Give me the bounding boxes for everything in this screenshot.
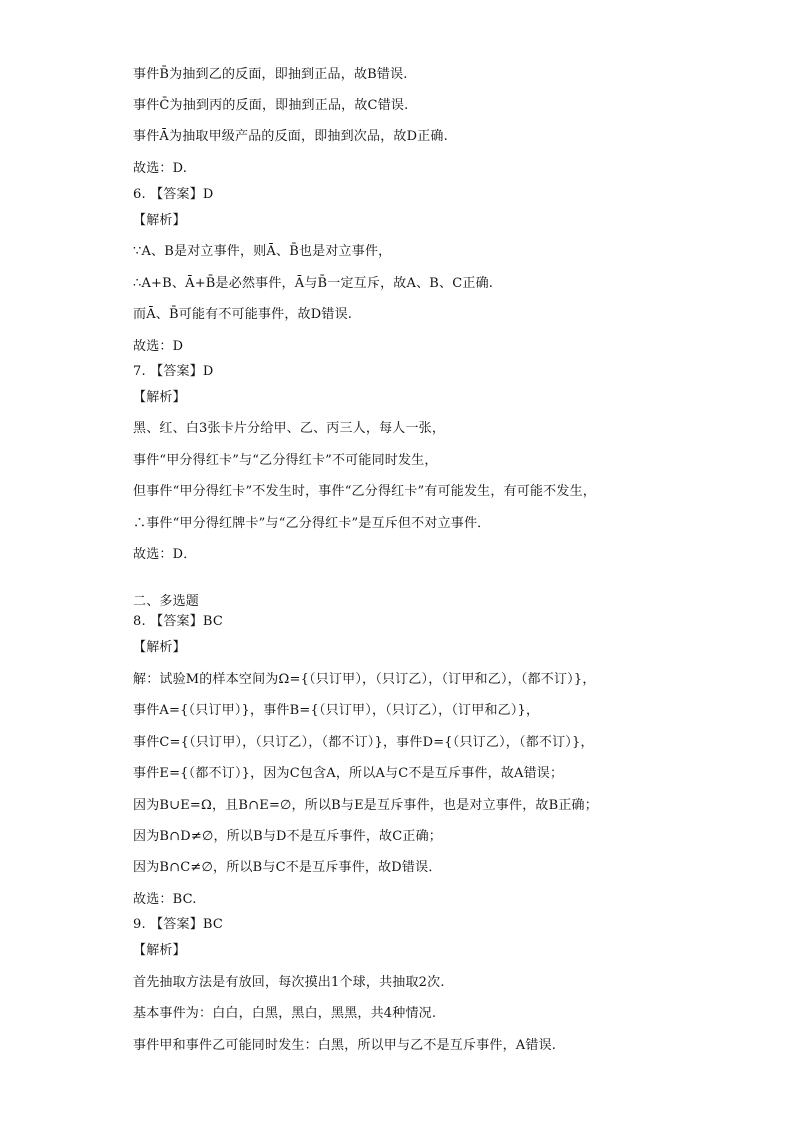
text-line: 基本事件为：白白，白黑，黑白，黑黑，共4种情况. xyxy=(133,1006,437,1021)
answer-heading: 8. 【答案】BC xyxy=(133,614,224,629)
text-line: 但事件“甲分得红卡”不发生时，事件“乙分得红卡”有可能发生，有可能不发生， xyxy=(133,484,596,499)
analysis-heading: 【解析】 xyxy=(133,390,186,405)
text-line: 事件E={（都不订）}，因为C包含A，所以A与C不是互斥事件，故A错误； xyxy=(133,766,564,781)
text-line: 事件C={（只订甲），（只订乙），（都不订）}，事件D={（只订乙），（都不订）}， xyxy=(133,735,594,750)
text-line: ∵A、B是对立事件，则Ā、B̄也是对立事件， xyxy=(133,244,392,259)
text-line: 因为B∪E=Ω，且B∩E=∅，所以B与E是互斥事件，也是对立事件，故B正确； xyxy=(133,798,598,813)
text-line: 事件Ā为抽取甲级产品的反面，即抽到次品，故D正确. xyxy=(133,129,448,144)
text-line: 事件甲和事件乙可能同时发生：白黑，所以甲与乙不是互斥事件，A错误. xyxy=(133,1038,557,1053)
text-line: 黑、红、白3张卡片分给甲、乙、丙三人，每人一张， xyxy=(133,421,446,436)
text-line: 事件“甲分得红卡”与“乙分得红卡”不可能同时发生， xyxy=(133,453,438,468)
analysis-heading: 【解析】 xyxy=(133,213,186,228)
answer-heading: 7. 【答案】D xyxy=(133,364,214,379)
text-line: 首先抽取方法是有放回，每次摸出1个球，共抽取2次. xyxy=(133,975,445,990)
answer-heading: 9. 【答案】BC xyxy=(133,917,224,932)
analysis-heading: 【解析】 xyxy=(133,943,186,958)
analysis-heading: 【解析】 xyxy=(133,640,186,655)
text-line: 故选：D． xyxy=(133,547,197,562)
text-line: 故选：D xyxy=(133,339,184,354)
text-line: 事件C̄为抽到丙的反面，即抽到正品，故C错误. xyxy=(133,98,409,113)
text-line: ∴事件“甲分得红牌卡”与“乙分得红卡”是互斥但不对立事件． xyxy=(133,516,491,531)
text-line: 事件B̄为抽到乙的反面，即抽到正品，故B错误. xyxy=(133,67,408,82)
answer-heading: 6. 【答案】D xyxy=(133,187,214,202)
text-line: 因为B∩C≠∅，所以B与C不是互斥事件，故D错误． xyxy=(133,860,442,875)
text-line: 故选：BC. xyxy=(133,892,197,907)
text-line: 解：试验M的样本空间为Ω={（只订甲），（只订乙），（订甲和乙），（都不订）}， xyxy=(133,672,596,687)
text-line: 而Ā、B̄可能有不可能事件，故D错误. xyxy=(133,307,353,322)
text-line: 故选：D. xyxy=(133,161,188,176)
text-line: 事件A={（只订甲）}，事件B={（只订甲），（只订乙），（订甲和乙）}， xyxy=(133,703,540,718)
text-line: 因为B∩D≠∅，所以B与D不是互斥事件，故C正确； xyxy=(133,829,443,844)
section-heading: 二、多选题 xyxy=(133,594,200,609)
text-line: ∴A+B、Ā+B̄是必然事件，Ā与B̄一定互斥，故A、B、C正确. xyxy=(133,276,494,291)
